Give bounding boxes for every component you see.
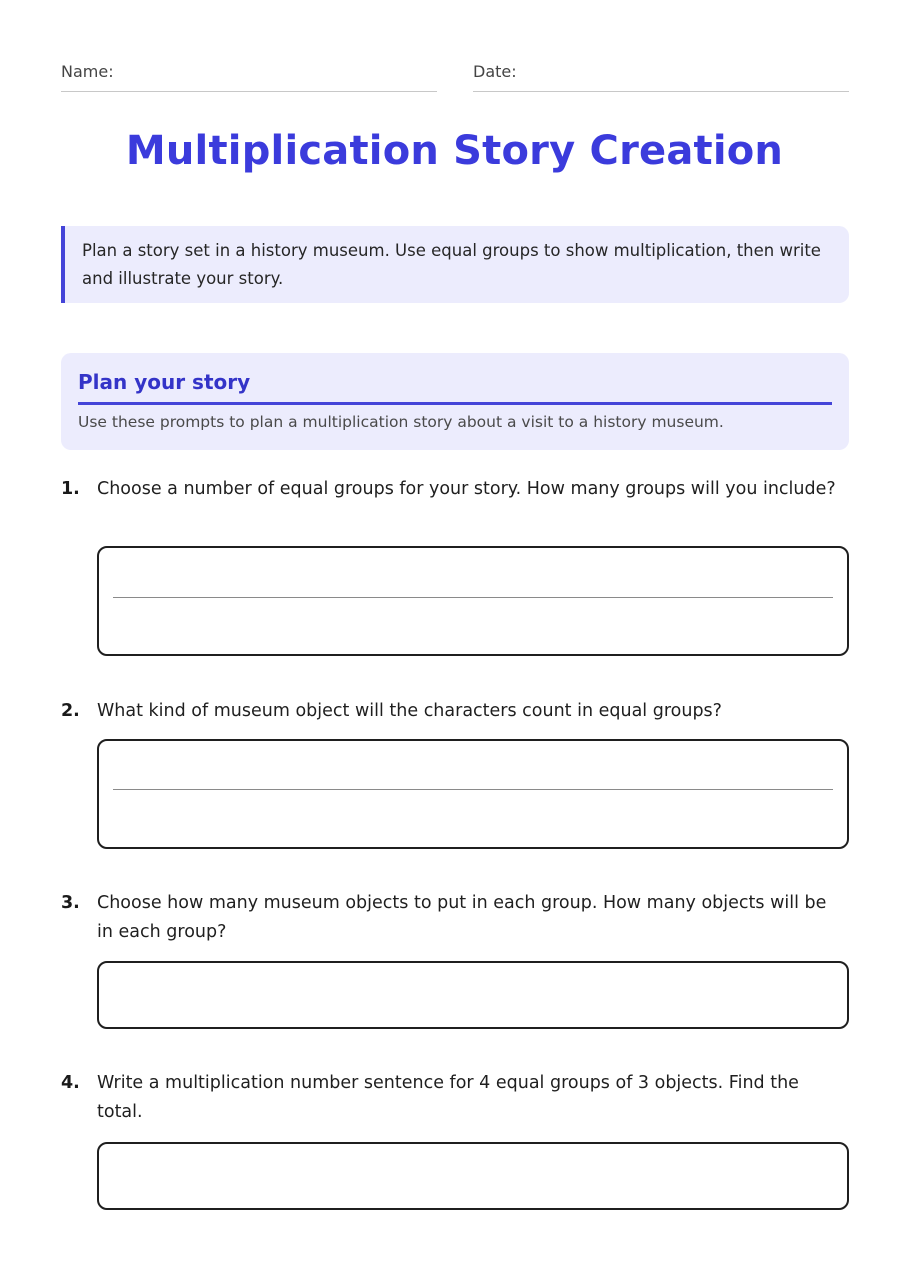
answer-box-3[interactable] — [97, 961, 849, 1029]
name-field[interactable] — [61, 62, 437, 92]
intro-callout: Plan a story set in a history museum. Use equal groups to show multiplication, then write and illustrate your story. — [61, 226, 849, 303]
name-label: Name: — [61, 62, 114, 81]
plan-section-header — [61, 353, 849, 450]
question-1-text: Choose a number of equal groups for your story. How many groups will you include? — [97, 479, 836, 499]
question-4-number: 4. — [61, 1073, 80, 1093]
section-description: Use these prompts to plan a multiplication story about a visit to a history museum. — [78, 413, 724, 431]
date-label: Date: — [473, 62, 517, 81]
question-4-text: Write a multiplication number sentence for 4 equal groups of 3 objects. Find the total. — [97, 1073, 799, 1122]
answer-box-1[interactable] — [97, 546, 849, 656]
question-3-number: 3. — [61, 893, 80, 913]
date-field[interactable] — [473, 62, 849, 92]
question-3-text: Choose how many museum objects to put in each group. How many objects will be in each group? — [97, 893, 827, 942]
section-title: Plan your story — [78, 368, 832, 405]
question-2-text: What kind of museum object will the characters count in equal groups? — [97, 701, 722, 721]
page-title: Multiplication Story Creation — [125, 128, 784, 174]
question-1-number: 1. — [61, 479, 80, 499]
question-2-number: 2. — [61, 701, 80, 721]
writing-line — [113, 789, 833, 790]
writing-line — [113, 597, 833, 598]
answer-box-4[interactable] — [97, 1142, 849, 1210]
answer-box-2[interactable] — [97, 739, 849, 849]
